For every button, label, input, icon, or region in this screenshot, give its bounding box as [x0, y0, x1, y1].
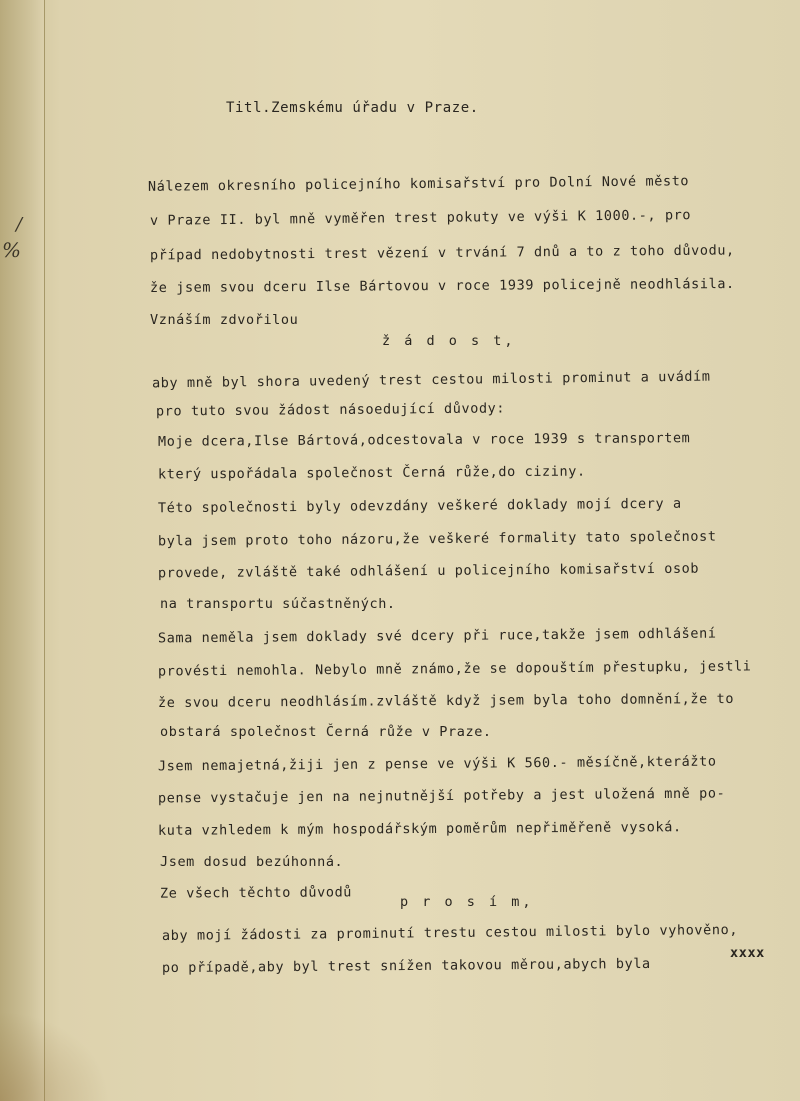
letter-line-26: po případě,aby byl trest snížen takovou měrou,abych byla	[161, 955, 651, 977]
letter-line-10: který uspořádala společnost Černá růže,do ciziny.	[157, 463, 586, 483]
letter-line-18: obstará společnost Černá růže v Praze.	[160, 724, 492, 740]
letter-line-21: kuta vzhledem k mým hospodářským poměrům nepřiměřeně vysoká.	[157, 819, 682, 839]
page-binding	[0, 0, 45, 1101]
letter-line-12: byla jsem proto toho názoru,že veškeré formality tato společnost	[157, 528, 717, 550]
letter-line-23: Ze všech těchto důvodů	[159, 884, 353, 902]
margin-mark-handwritten: %	[2, 238, 22, 262]
plea-heading: p r o s í m,	[400, 894, 534, 910]
letter-line-25: aby mojí žádosti za prominutí trestu cestou milosti bylo vyhověno,	[161, 921, 739, 945]
letter-line-19: Jsem nemajetná,žiji jen z pense ve výši K 560.- měsíčně,kterážto	[157, 753, 717, 775]
letter-line-5: Vznáším zdvořilou	[150, 312, 299, 328]
letter-line-8: pro tuto svou žádost násoedující důvody:	[155, 400, 506, 420]
typed-strikeout: xxxx	[730, 945, 765, 961]
letter-line-9: Moje dcera,Ilse Bártová,odcestovala v roce 1939 s transportem	[157, 430, 691, 450]
letter-line-13: provede, zvláště také odhlášení u policejního komisařství osob	[157, 560, 700, 582]
margin-mark-slash: /	[16, 214, 23, 235]
letter-line-16: provésti nemohla. Nebylo mně známo,že se dopouštím přestupku, jestli	[157, 658, 752, 680]
letter-line-14: na transportu súčastněných.	[160, 596, 396, 612]
letter-line-7: aby mně byl shora uvedený trest cestou milosti prominut a uvádím	[151, 368, 711, 392]
letter-line-4: že jsem svou dceru Ilse Bártovou v roce 1939 policejně neodhlásila.	[149, 275, 735, 297]
letter-line-17: že svou dceru neodhlásím.zvláště když jsem byla toho domnění,že to	[157, 690, 735, 712]
letter-line-22: Jsem dosud bezúhonná.	[160, 854, 344, 870]
letter-line-3: případ nedobytnosti trest vězení v trvání 7 dnů a to z toho důvodu,	[149, 242, 735, 264]
letter-line-2: v Praze II. byl mně vyměřen trest pokuty ve výši K 1000.-, pro	[149, 207, 692, 229]
letter-line-11: Této společnosti byly odevzdány veškeré doklady mojí dcery a	[157, 495, 682, 517]
letter-line-20: pense vystačuje jen na nejnutnější potřeby a jest uložená mně po-	[157, 785, 726, 807]
request-heading: ž á d o s t,	[382, 333, 516, 349]
letter-line-1: Nálezem okresního policejního komisařství pro Dolní Nové město	[147, 173, 690, 195]
letter-line-15: Sama neměla jsem doklady své dcery při ruce,takže jsem odhlášení	[157, 625, 717, 647]
addressee: Titl.Zemskému úřadu v Praze.	[226, 100, 479, 116]
paper-stain	[0, 1011, 110, 1101]
